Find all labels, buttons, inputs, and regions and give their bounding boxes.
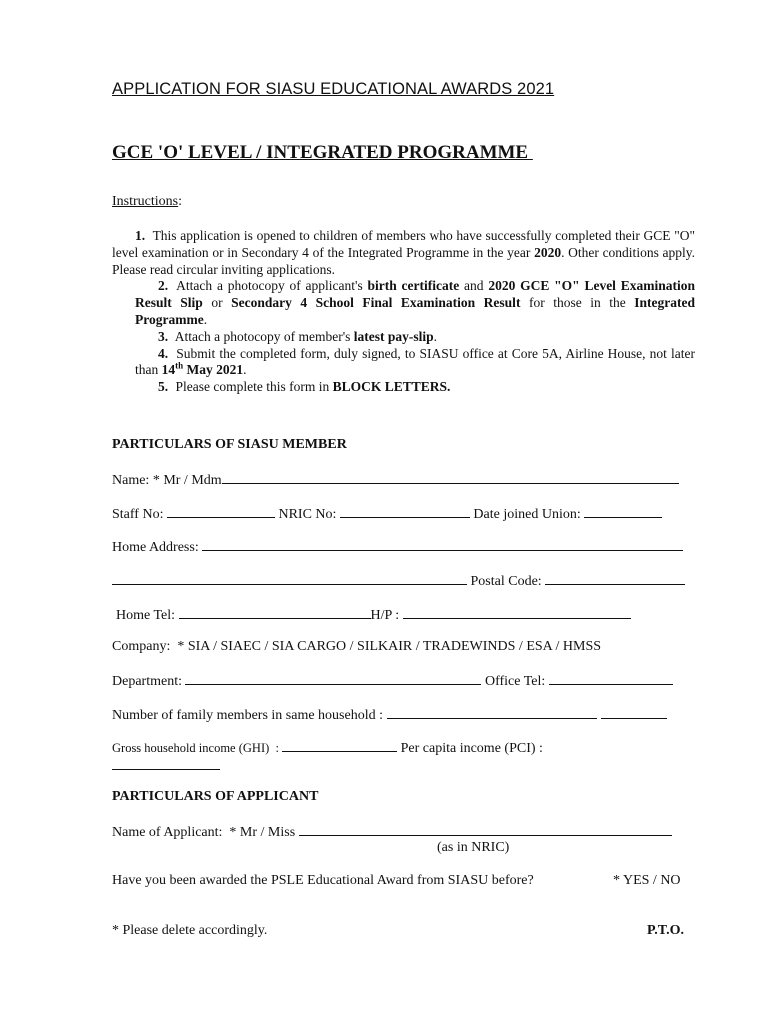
pci-row: [112, 757, 220, 775]
instruction-number: 3.: [158, 328, 169, 344]
member-name-label: Name: * Mr / Mdm: [112, 473, 222, 488]
delete-note: * Please delete accordingly.: [112, 923, 268, 938]
staff-no-field[interactable]: [167, 505, 275, 518]
instruction-text: and: [459, 278, 489, 294]
instruction-text: Please complete this form in: [175, 379, 333, 395]
instruction-text: .: [433, 328, 438, 344]
instructions-list: [112, 228, 695, 396]
instruction-number: 4.: [158, 345, 169, 361]
home-address-field[interactable]: [202, 538, 683, 551]
deadline-day: 14: [161, 362, 176, 378]
instruction-text: .: [243, 362, 247, 378]
form-subtitle: GCE 'O' LEVEL / INTEGRATED PROGRAMME: [112, 142, 533, 163]
phone-row: [116, 606, 631, 624]
pci-field[interactable]: [112, 757, 220, 770]
instruction-bold-text: BLOCK LETTERS.: [332, 379, 451, 395]
instruction-item-4: [135, 346, 695, 380]
hp-field[interactable]: [403, 606, 631, 619]
instruction-text: Attach a photocopy of member's: [174, 328, 354, 344]
psle-options[interactable]: * YES / NO: [613, 873, 681, 888]
office-tel-label: Office Tel:: [481, 674, 549, 689]
applicant-section-heading: PARTICULARS OF APPLICANT: [112, 789, 319, 804]
member-name-row: [112, 471, 679, 489]
instruction-text: This application is opened to children of members who have successfully completed their GCE "O" level examination or in Secondary 4 of the Integrated Programme in the year: [112, 228, 695, 260]
family-members-field[interactable]: [387, 706, 597, 719]
department-label: Department:: [112, 674, 186, 689]
date-joined-field[interactable]: [584, 505, 662, 518]
instruction-number: 5.: [158, 379, 169, 395]
applicant-name-field[interactable]: [299, 823, 672, 836]
instruction-text: .: [203, 311, 208, 327]
staff-no-label: Staff No:: [112, 507, 167, 522]
instructions-heading-text: Instructions: [112, 194, 179, 209]
ghi-field[interactable]: [282, 739, 397, 752]
instruction-item-3: [135, 329, 695, 346]
instruction-bold-text: 2020: [534, 244, 562, 260]
home-tel-label: Home Tel:: [116, 608, 179, 623]
home-address-line2-field[interactable]: [112, 572, 467, 585]
instructions-heading: Instructions:: [112, 194, 182, 209]
home-address-label: Home Address:: [112, 540, 203, 555]
date-joined-label: Date joined Union:: [469, 507, 585, 522]
family-members-row: [112, 706, 667, 724]
instruction-bold-text: Integrated Programme: [135, 295, 695, 327]
instruction-text: or: [202, 295, 232, 311]
instruction-bold-text: latest pay-slip: [353, 328, 434, 344]
deadline-month-year: May 2021: [183, 362, 244, 378]
address-postal-row: [112, 572, 685, 590]
instruction-number: 1.: [135, 228, 146, 243]
psle-question: Have you been awarded the PSLE Educational Award from SIASU before?: [112, 873, 534, 888]
company-row: Company: * SIA / SIAEC / SIA CARGO / SILKAIR / TRADEWINDS / ESA / HMSS: [112, 639, 602, 654]
income-row: [112, 739, 543, 757]
instruction-bold-text: 2020 GCE "O" Level Examination Result Slip: [135, 278, 695, 311]
ghi-label: Gross household income (GHI) :: [112, 741, 283, 755]
member-ids-row: [112, 505, 662, 523]
instruction-text: . Other conditions apply. Please read circular inviting applications.: [112, 244, 695, 277]
instruction-text: Attach a photocopy of applicant's: [176, 278, 368, 294]
pto-label: P.T.O.: [647, 923, 684, 938]
instruction-bold-text: birth certificate: [367, 278, 460, 294]
department-field[interactable]: [185, 672, 481, 685]
instruction-number: 2.: [158, 278, 169, 294]
nric-no-field[interactable]: [340, 505, 470, 518]
department-row: [112, 672, 673, 690]
pci-label: Per capita income (PCI) :: [397, 741, 543, 756]
home-address-row: [112, 538, 683, 556]
family-members-extra-field[interactable]: [601, 706, 667, 719]
instruction-item-2: [135, 278, 695, 328]
office-tel-field[interactable]: [549, 672, 673, 685]
applicant-name-label: Name of Applicant: * Mr / Miss: [112, 825, 299, 840]
instruction-item-1: [112, 228, 695, 278]
postal-code-field[interactable]: [545, 572, 685, 585]
instruction-text: Submit the completed form, duly signed, to SIASU office at Core 5A, Airline House, not later than: [135, 345, 695, 378]
applicant-name-row: [112, 823, 672, 841]
instruction-item-5: [135, 379, 695, 396]
member-section-heading: PARTICULARS OF SIASU MEMBER: [112, 437, 347, 452]
postal-code-label: Postal Code:: [467, 574, 546, 589]
member-name-field[interactable]: [222, 471, 679, 484]
deadline-suffix: th: [175, 360, 184, 371]
instruction-bold-text: Secondary 4 School Final Examination Result: [231, 295, 521, 311]
home-tel-field[interactable]: [179, 606, 371, 619]
instruction-text: for those in the: [520, 295, 635, 311]
family-members-label: Number of family members in same household :: [112, 708, 387, 723]
nric-note: (as in NRIC): [437, 840, 510, 855]
nric-no-label: NRIC No:: [274, 507, 340, 522]
form-title: APPLICATION FOR SIASU EDUCATIONAL AWARDS 2021: [112, 80, 555, 98]
hp-label: H/P :: [370, 608, 403, 623]
